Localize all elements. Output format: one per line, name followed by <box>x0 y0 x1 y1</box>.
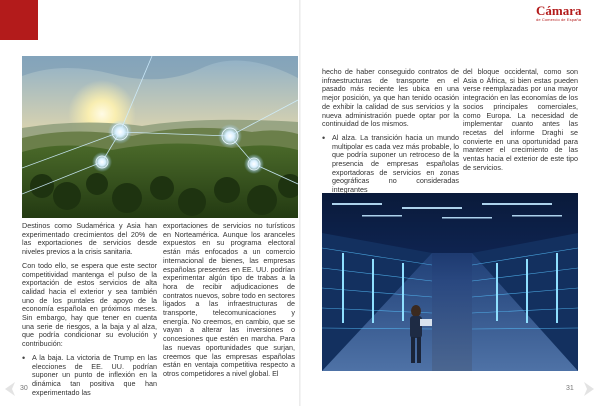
brand-logo <box>536 5 596 21</box>
paragraph: Con todo ello, se espera que este sector competitividad mantenga el pulso de la exportación de estos servicios de alta calidad hacia el exterior y sea también uno de los puntales de apoyo de la economía española en próximos meses. Sin embargo, hay que tener en cuenta una serie de riesgos, a la baja y al alza, que podría condicionar su evolución y contribución: <box>22 260 157 349</box>
text-column-4 <box>463 68 578 177</box>
bullet-item <box>22 354 157 398</box>
previous-page-arrow-icon[interactable] <box>4 381 16 397</box>
bullet-item <box>322 134 459 195</box>
header-red-tab <box>0 0 38 40</box>
paragraph: exportaciones de servicios no turísticos en Norteamérica. Aunque los aranceles expuestos en su programa electoral están más enfocados a un comercio internacional de bienes, las empresas españolas presentes en EE. UU. podrían experimentar algún tipo de trabas a la hora de recibir adjudicaciones de contratos nuevos, sobre todo en sectores ligados a las infraestructuras de transporte, telecomunicaciones y energía. No creemos, en cambio, que se vayan a alterar las inversiones o concesiones que estén en marcha. Para las nuevas oportunidades que surjan, creemos que las empresas españolas están en ventaja competitiva respecto a otros competidores a nivel global. El <box>163 221 295 378</box>
data-center-photo <box>322 193 578 371</box>
bullet-dot-icon: • <box>22 352 26 363</box>
text-column-3 <box>322 68 459 195</box>
page-number-right: 31 <box>566 385 574 392</box>
text-column-1 <box>22 222 157 397</box>
paragraph: Destinos como Sudamérica y Asia han experimentado crecimientos del 20% de las exportaciones de servicios desde niveles previos a la crisis sanitaria. <box>22 221 157 257</box>
next-page-arrow-icon[interactable] <box>583 381 595 397</box>
page-gutter <box>299 0 301 406</box>
brand-name: Cámara <box>536 3 582 18</box>
brand-subtitle: de Comercio de España <box>536 17 582 22</box>
paragraph: hecho de haber conseguido contratos de infraestructuras de transporte en el pasado más reciente les ubica en una mejor posición, ya que han tenido ocasión de exhibir la calidad de sus servicios y la nueva administración puede optar por la continuidad de los mismos. <box>322 67 459 129</box>
bullet-text: A la baja. La victoria de Trump en las elecciones de EE. UU. podrían suponer un punto de inflexión en la dinámica tan positiva que han experimentado las <box>32 352 157 397</box>
page-number-left: 30 <box>20 385 28 392</box>
text-column-2 <box>163 222 295 384</box>
paragraph: del bloque occidental, como son Asia o África, si bien estas pueden verse reemplazadas por una mayor integración en las economías de los socios principales comerciales, como Europa. La necesidad de implementar cuanto antes las recetas del informe Draghi se convierte en una oportunidad para mantener el crecimiento de las ventas hacia el exterior de este tipo de servicios. <box>463 67 578 172</box>
bullet-text: Al alza. La transición hacia un mundo multipolar es cada vez más probable, lo que podría suponer un retroceso de la presencia de empresas españolas exportadoras de servicios en zonas geográficas no consideradas integrantes <box>332 132 459 195</box>
forest-network-photo <box>22 56 298 218</box>
bullet-dot-icon: • <box>322 132 326 143</box>
